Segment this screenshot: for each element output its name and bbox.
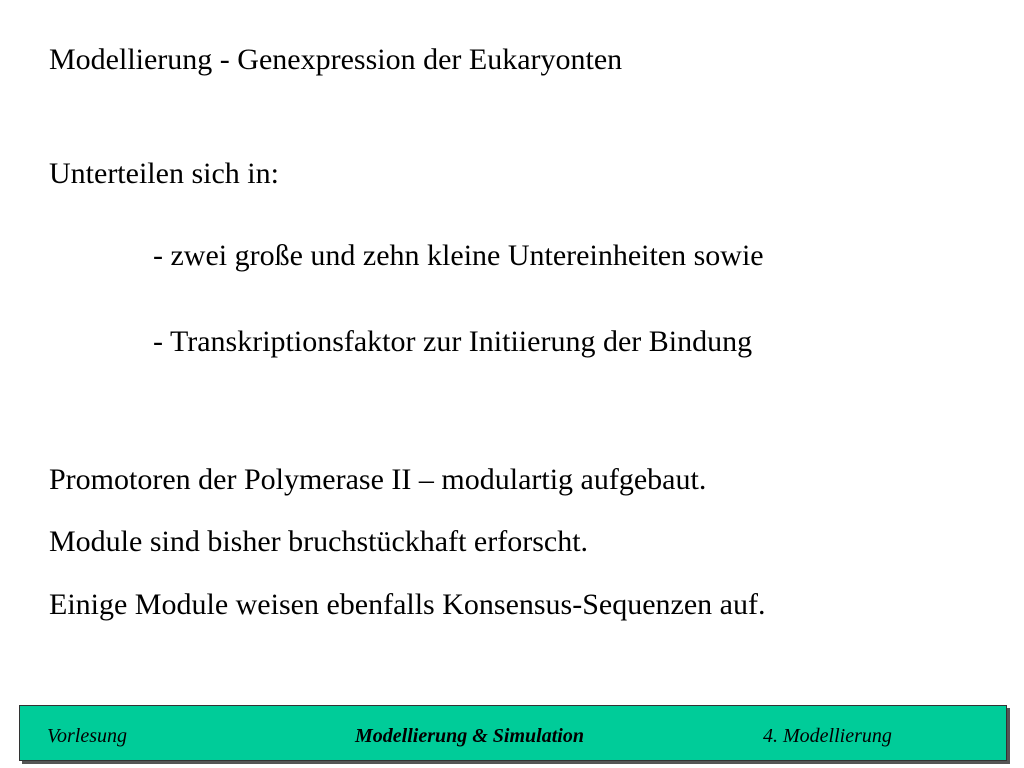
slide-title: Modellierung - Genexpression der Eukaryonten [49,43,623,76]
body-paragraph: Module sind bisher bruchstückhaft erforscht. [49,525,589,558]
bullet-item: - zwei große und zehn kleine Untereinheiten sowie [153,239,764,272]
body-paragraph: Promotoren der Polymerase II – modulartig aufgebaut. [49,463,707,496]
body-paragraph: Einige Module weisen ebenfalls Konsensus-Sequenzen auf. [49,588,766,621]
intro-text: Unterteilen sich in: [49,157,279,190]
footer-course-title: Modellierung & Simulation [355,725,584,747]
footer-bar [19,705,1007,761]
footer-chapter-label: 4. Modellierung [763,725,892,747]
footer-lecture-label: Vorlesung [47,725,127,747]
bullet-item: - Transkriptionsfaktor zur Initiierung der Bindung [153,325,753,358]
